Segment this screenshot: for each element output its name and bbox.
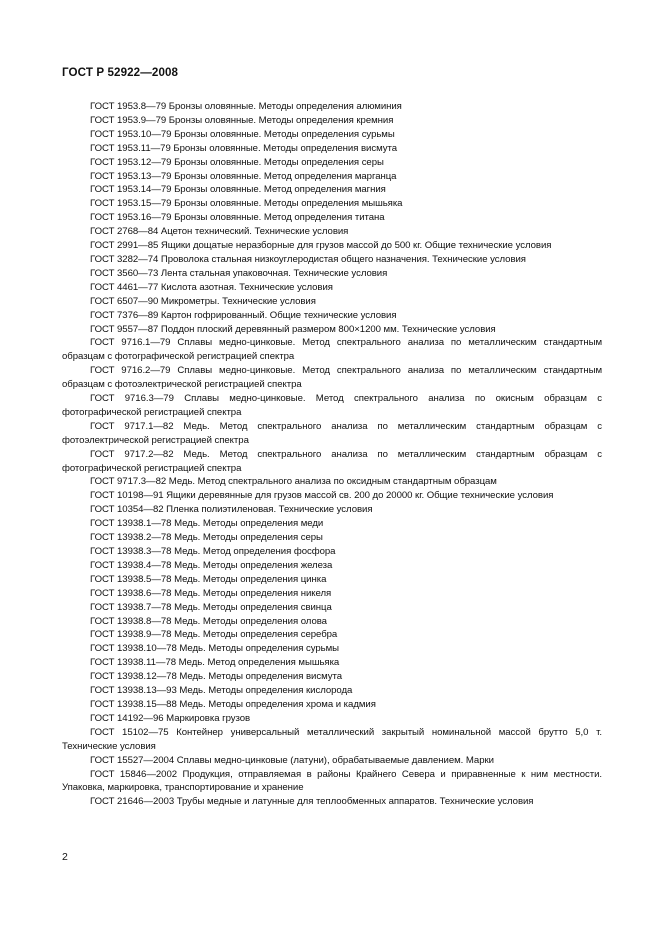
reference-item: ГОСТ 9716.2—79 Сплавы медно-цинковые. Метод спектрального анализа по металлическим стандартным образцам с фотоэлектрической регистрацией спектра bbox=[62, 365, 602, 391]
reference-item: ГОСТ 1953.15—79 Бронзы оловянные. Методы определения мышьяка bbox=[90, 198, 403, 210]
reference-item: ГОСТ 13938.7—78 Медь. Методы определения свинца bbox=[90, 601, 332, 613]
reference-item: ГОСТ 1953.13—79 Бронзы оловянные. Метод определения марганца bbox=[90, 170, 397, 182]
reference-item: ГОСТ 13938.13—93 Медь. Методы определения кислорода bbox=[90, 685, 353, 697]
reference-item: ГОСТ 13938.9—78 Медь. Методы определения серебра bbox=[90, 629, 338, 641]
reference-item: ГОСТ 13938.3—78 Медь. Метод определения фосфора bbox=[90, 546, 336, 557]
reference-item: ГОСТ 15527—2004 Сплавы медно-цинковые (латуни), обрабатываемые давлением. Марки bbox=[90, 754, 494, 766]
reference-item: ГОСТ 1953.12—79 Бронзы оловянные. Методы определения серы bbox=[90, 156, 384, 168]
reference-item: ГОСТ 14192—96 Маркировка грузов bbox=[90, 712, 251, 724]
reference-item: ГОСТ 1953.11—79 Бронзы оловянные. Методы определения висмута bbox=[90, 142, 398, 154]
reference-item: ГОСТ 15102—75 Контейнер универсальный металлический закрытый номинальной массой брутто 5,0 т. Технические условия bbox=[62, 726, 602, 752]
reference-item: ГОСТ 6507—90 Микрометры. Технические условия bbox=[90, 295, 316, 307]
reference-item: ГОСТ 2991—85 Ящики дощатые неразборные для грузов массой до 500 кг. Общие технические условия bbox=[90, 240, 552, 252]
reference-item: ГОСТ 13938.8—78 Медь. Методы определения олова bbox=[90, 615, 327, 627]
reference-item: ГОСТ 10198—91 Ящики деревянные для грузов массой св. 200 до 20000 кг. Общие технические условия bbox=[90, 490, 554, 502]
reference-item: ГОСТ 9716.3—79 Сплавы медно-цинковые. Метод спектрального анализа по окисным образцам с фотографической регистрацией спектра bbox=[62, 393, 602, 418]
reference-item: ГОСТ 9716.1—79 Сплавы медно-цинковые. Метод спектрального анализа по металлическим стандартным образцам с фотографической регистрацией спектра bbox=[62, 337, 602, 363]
page-number: 2 bbox=[62, 851, 68, 863]
reference-item: ГОСТ 13938.4—78 Медь. Методы определения железа bbox=[90, 559, 333, 571]
reference-item: ГОСТ 4461—77 Кислота азотная. Технические условия bbox=[90, 281, 333, 293]
reference-item: ГОСТ 13938.12—78 Медь. Методы определения висмута bbox=[90, 671, 343, 683]
reference-item: ГОСТ 13938.1—78 Медь. Методы определения меди bbox=[90, 518, 324, 530]
reference-item: ГОСТ 13938.10—78 Медь. Методы определения сурьмы bbox=[90, 643, 340, 655]
reference-item: ГОСТ 21646—2003 Трубы медные и латунные для теплообменных аппаратов. Технические условия bbox=[90, 796, 534, 808]
page-header-standard: ГОСТ Р 52922—2008 bbox=[62, 66, 179, 79]
reference-item: ГОСТ 9717.3—82 Медь. Метод спектрального анализа по оксидным стандартным образцам bbox=[90, 476, 497, 488]
reference-item: ГОСТ 1953.9—79 Бронзы оловянные. Методы определения кремния bbox=[90, 114, 394, 126]
reference-item: ГОСТ 13938.6—78 Медь. Методы определения никеля bbox=[90, 587, 332, 599]
reference-item: ГОСТ 10354—82 Пленка полиэтиленовая. Технические условия bbox=[90, 504, 373, 516]
normative-references-list bbox=[62, 100, 602, 809]
reference-item: ГОСТ 15846—2002 Продукция, отправляемая в районы Крайнего Севера и приравненные к ним местности. Упаковка, маркировка, транспортирование и хранение bbox=[62, 768, 602, 794]
reference-item: ГОСТ 13938.5—78 Медь. Методы определения цинка bbox=[90, 573, 327, 585]
reference-item: ГОСТ 1953.8—79 Бронзы оловянные. Методы определения алюминия bbox=[90, 101, 402, 112]
reference-item: ГОСТ 13938.15—88 Медь. Методы определения хрома и кадмия bbox=[90, 698, 376, 710]
reference-item: ГОСТ 13938.11—78 Медь. Метод определения мышьяка bbox=[90, 657, 340, 669]
reference-item: ГОСТ 7376—89 Картон гофрированный. Общие технические условия bbox=[90, 309, 397, 321]
reference-item: ГОСТ 9717.2—82 Медь. Метод спектрального анализа по металлическим стандартным образцам с фотографической регистрацией спектра bbox=[62, 448, 602, 474]
reference-item: ГОСТ 1953.14—79 Бронзы оловянные. Метод определения магния bbox=[90, 184, 386, 196]
reference-item: ГОСТ 9557—87 Поддон плоский деревянный размером 800×1200 мм. Технические условия bbox=[90, 323, 496, 335]
reference-item: ГОСТ 1953.10—79 Бронзы оловянные. Методы определения сурьмы bbox=[90, 128, 395, 140]
reference-item: ГОСТ 9717.1—82 Медь. Метод спектрального анализа по металлическим стандартным образцам с фотоэлектрической регистрацией спектра bbox=[62, 420, 602, 446]
reference-item: ГОСТ 2768—84 Ацетон технический. Технические условия bbox=[90, 226, 349, 238]
reference-item: ГОСТ 3282—74 Проволока стальная низкоуглеродистая общего назначения. Технические условия bbox=[90, 253, 526, 265]
reference-item: ГОСТ 3560—73 Лента стальная упаковочная. Технические условия bbox=[90, 267, 388, 279]
reference-item: ГОСТ 1953.16—79 Бронзы оловянные. Метод определения титана bbox=[90, 212, 385, 224]
reference-item: ГОСТ 13938.2—78 Медь. Методы определения серы bbox=[90, 532, 323, 544]
